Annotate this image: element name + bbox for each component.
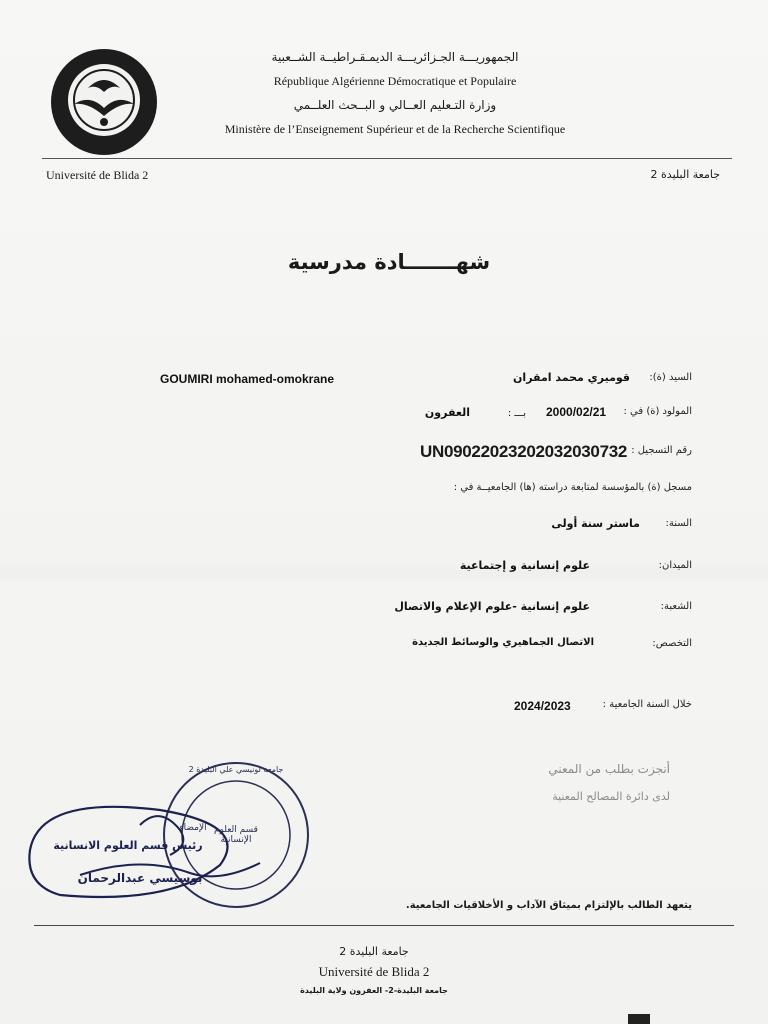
birth-place: العفرون [424,406,470,419]
registration-number: UN09022023202032030732 [420,442,628,461]
university-name-fr: Université de Blida 2 [46,168,149,182]
footer-address: جامعة البليدة-2- العفرون ولاية البليدة [300,986,448,995]
signature-name: بوسيسي عبدالرحمان [77,871,203,885]
official-stamp [20,755,320,915]
year-label: السنة: [665,518,692,529]
branch-value: علوم إنسانية -علوم الإعلام والاتصال [394,600,590,613]
signature-title: الإمضاء [179,823,207,833]
stamp-graphic [20,755,320,915]
document-title: شهـــــــادة مدرسية [287,250,491,274]
footer-university-fr: Université de Blida 2 [318,964,430,979]
academic-year-label: خلال السنة الجامعية : [602,699,692,710]
header-fr-republic: République Algérienne Démocratique et Populaire [273,74,517,88]
registration-label: رقم التسجيل : [631,445,692,456]
faded-note-line1: أنجزت بطلب من المعني [548,762,670,776]
birth-date: 2000/02/21 [546,405,607,419]
faded-note-line2: لدى دائرة المصالح المعنية [552,790,670,803]
field-label: الميدان: [658,560,692,571]
signature-role: رئيس قسم العلوم الانسانية [53,839,203,852]
student-name-ar: قوميري محمد امقران [513,371,630,384]
name-label: السيد (ة): [649,372,692,383]
university-logo [50,48,158,156]
header-ar-ministry: وزارة التـعليم العــالي و البــحث العلــمي [293,98,497,112]
scan-mark [628,1014,650,1024]
student-name-fr: GOUMIRI mohamed-omokrane [160,372,335,386]
year-value: ماستر سنة أولى [551,517,640,530]
field-value: علوم إنسانية و إجتماعية [459,559,590,572]
university-name-ar: جامعة البليدة 2 [650,168,720,181]
header-divider [42,158,732,159]
commitment-statement: يتعهد الطالب بالإلتزام بميثاق الآداب و الأخلاقيات الجامعية. [405,900,692,911]
branch-label: الشعبة: [660,601,692,612]
header-fr-ministry: Ministère de l’Enseignement Supérieur et de la Recherche Scientifique [224,122,566,136]
footer-university-ar: جامعة البليدة 2 [339,945,409,958]
specialty-label: التخصص: [652,638,692,649]
enrolled-text: مسجل (ة) بالمؤسسة لمتابعة دراسته (ها) الجامعيــة في : [453,482,692,493]
specialty-value: الاتصال الجماهيري والوسائط الجديدة [412,637,594,648]
academic-year: 2024/2023 [514,699,571,713]
stamp-ring-text: جامعة لونيسي علي البليدة 2 [188,765,284,774]
birth-label: المولود (ة) في : [623,406,692,417]
footer-divider [34,925,734,926]
stamp-center-text: قسم العلوم الإنسانية [214,825,258,845]
birth-place-label: بـــ : [507,408,526,419]
header-ar-republic: الجمهوريـــة الجـزائريـــة الديمـقـراطيــة الشــعبية [271,50,519,64]
